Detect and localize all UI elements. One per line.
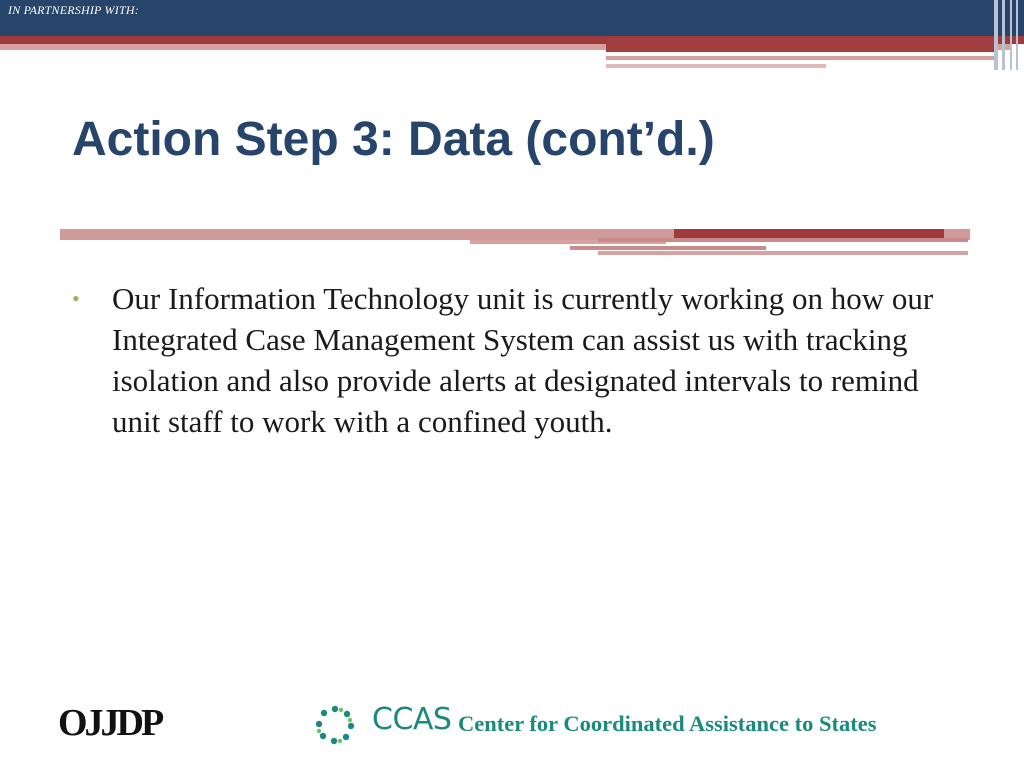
header-vertical-line [1016,0,1018,70]
header-accent-stripe [606,64,826,68]
ccas-full-name: Center for Coordinated Assistance to States [458,711,877,736]
header-vertical-line [994,0,998,70]
header-vertical-line [1010,0,1012,70]
page-number: 9 [926,12,938,36]
header-band [0,0,1024,36]
ojjdp-logo [58,699,168,743]
list-item [72,278,962,442]
svg-text:OJJDP: OJJDP [58,702,162,743]
bullet-text: Our Information Technology unit is currently working on how our Integrated Case Management System can assist us with tracking isolation and also provide alerts at designated intervals to remind unit staff to work with a confined youth. [112,281,934,439]
slide-title: Action Step 3: Data (cont’d.) [72,113,715,166]
title-divider [570,246,766,250]
header-vertical-line [1002,0,1005,70]
bullet-list [72,278,962,442]
title-divider [598,251,968,255]
header-accent-stripe [606,56,998,60]
partnership-label: IN PARTNERSHIP WITH: [8,3,139,17]
header-accent-stripe [606,38,996,52]
bullet-icon: • [72,286,80,311]
ccas-logo-icon [314,704,356,746]
title-divider [598,238,968,242]
ccas-acronym: CCAS [372,702,452,737]
